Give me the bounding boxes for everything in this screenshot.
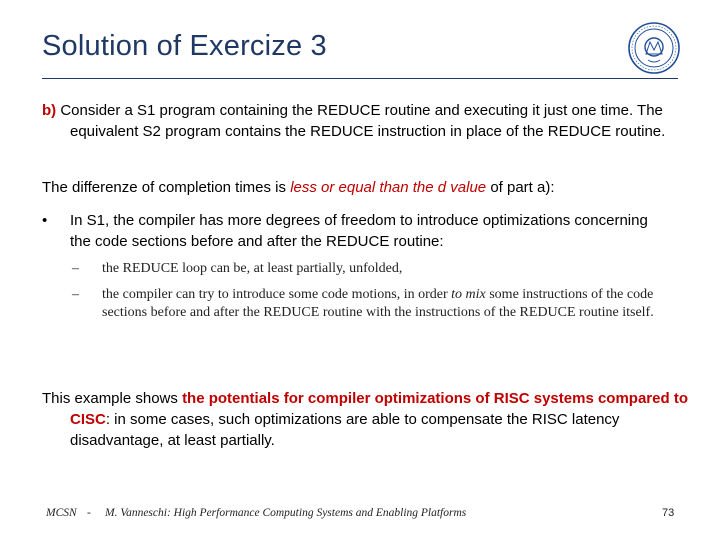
paragraph-example (42, 388, 700, 451)
paragraph-b-text: Consider a S1 program containing the REDUCE routine and executing it just one time. The equivalent S2 program contains the REDUCE instruction in place of the REDUCE routine. (56, 102, 666, 140)
dash-icon: – (72, 287, 79, 302)
sub-item-text-pre: the compiler can try to introduce some code motions, in order (102, 287, 452, 302)
sub-item-text (102, 286, 676, 322)
paragraph-b (42, 100, 690, 142)
page-number: 73 (662, 507, 675, 519)
footer-course: MCSN (46, 507, 77, 519)
dash-icon: – (72, 261, 79, 276)
part-label: b) (42, 102, 57, 119)
example-text-post: : in some cases, such optimizations are able to compensate the RISC latency disadvantage, at least partially. (70, 411, 620, 449)
bullet-text: In S1, the compiler has more degrees of freedom to introduce optimizations concerning the code sections before and after the REDUCE routine: (70, 212, 648, 250)
difference-highlight: less or equal than the d value (290, 179, 487, 196)
difference-text-post: of part a): (486, 179, 555, 196)
slide-title: Solution of Exercize 3 (42, 30, 327, 62)
difference-text-pre: The differenze of completion times is (42, 179, 291, 196)
sub-item-text-post: some instructions of the code sections before and after the REDUCE routine with the instructions of the REDUCE routine itself. (102, 287, 654, 320)
sub-item-text: the REDUCE loop can be, at least partially, unfolded, (102, 261, 403, 276)
paragraph-difference (42, 177, 662, 198)
footer-author-title: M. Vanneschi: High Performance Computing Systems and Enabling Platforms (105, 507, 467, 519)
bullet-icon: • (42, 212, 48, 229)
footer-separator: - (87, 507, 91, 519)
sub-item-text-italic: to mix (451, 287, 486, 302)
title-divider (42, 78, 678, 79)
example-text-pre: This example shows (42, 390, 183, 407)
sub-item (72, 286, 692, 346)
sub-item (72, 260, 692, 280)
example-highlight: the potentials for compiler optimizations of RISC systems compared to CISC (70, 390, 688, 428)
university-seal-icon (622, 20, 686, 76)
